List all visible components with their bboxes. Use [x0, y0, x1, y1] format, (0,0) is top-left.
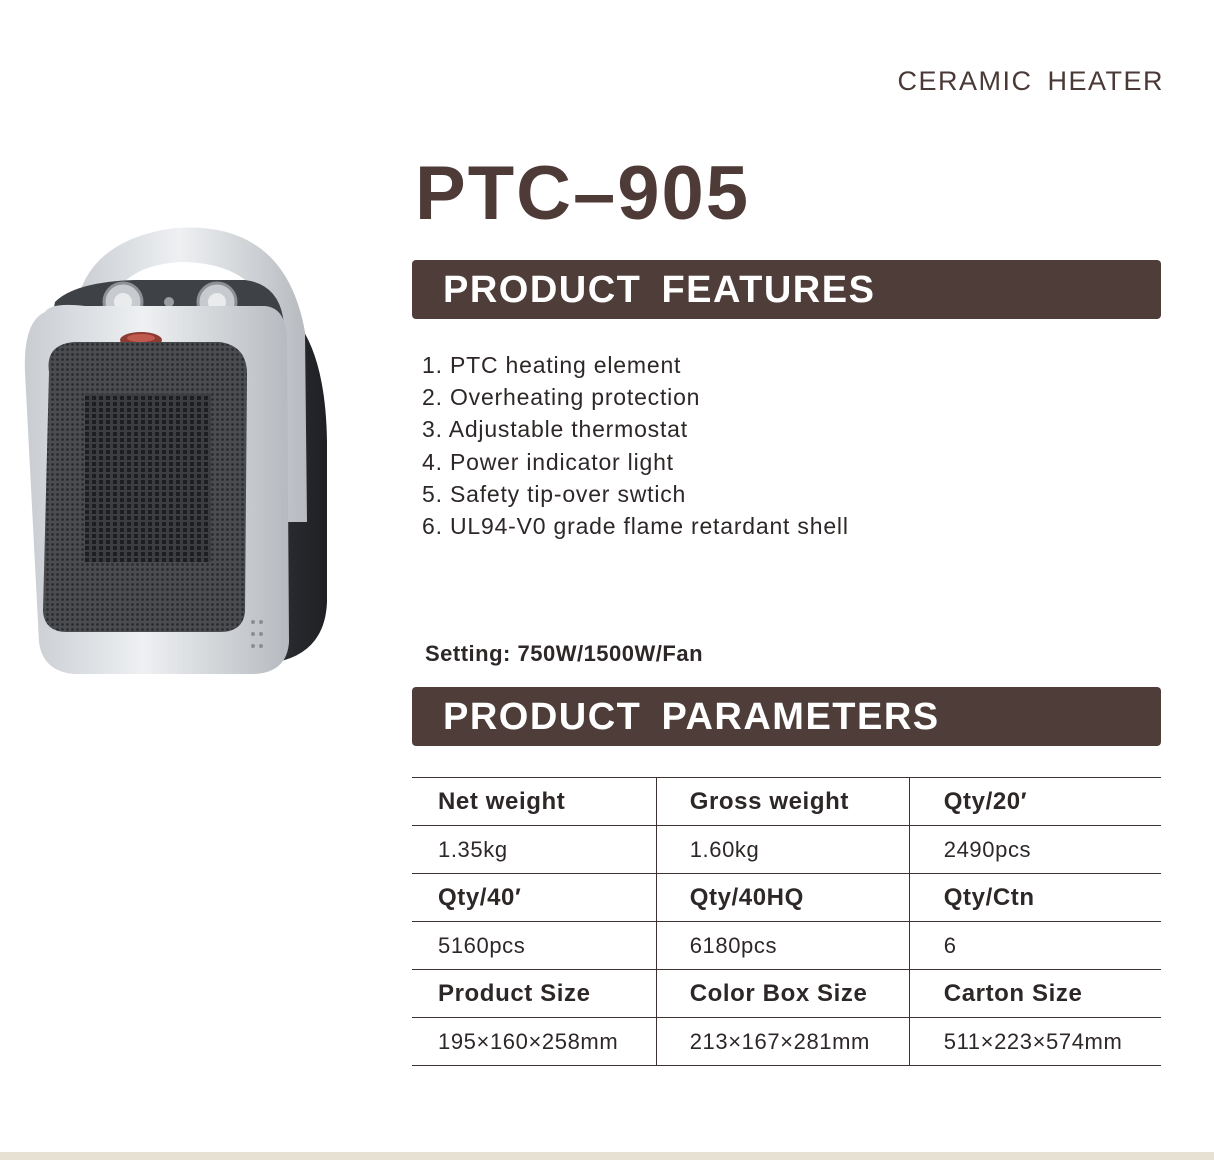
- table-cell: 1.35kg: [412, 826, 656, 874]
- table-header-cell: Qty/20′: [909, 778, 1161, 826]
- parameters-table: [412, 777, 1161, 1066]
- table-header-cell: Product Size: [412, 970, 656, 1018]
- list-item: 6. UL94-V0 grade flame retardant shell: [422, 512, 849, 539]
- table-row: [412, 778, 1161, 826]
- product-category: CERAMIC HEATER: [897, 66, 1164, 96]
- table-cell: 1.60kg: [656, 826, 909, 874]
- list-item: 3. Adjustable thermostat: [422, 416, 688, 443]
- table-header-cell: Qty/Ctn: [909, 874, 1161, 922]
- table-header-cell: Qty/40HQ: [656, 874, 909, 922]
- table-cell: 5160pcs: [412, 922, 656, 970]
- table-cell: 6: [909, 922, 1161, 970]
- table-cell: 2490pcs: [909, 826, 1161, 874]
- table-header-cell: Qty/40′: [412, 874, 656, 922]
- table-row: [412, 1018, 1161, 1066]
- table-header-cell: Carton Size: [909, 970, 1161, 1018]
- product-features-heading: PRODUCT FEATURES: [443, 269, 876, 311]
- table-cell: 511×223×574mm: [909, 1018, 1161, 1066]
- table-cell: 213×167×281mm: [656, 1018, 909, 1066]
- model-number: PTC–905: [415, 151, 751, 236]
- product-parameters-heading: PRODUCT PARAMETERS: [443, 696, 940, 738]
- list-item: 1. PTC heating element: [422, 352, 682, 378]
- list-item: 2. Overheating protection: [422, 384, 701, 411]
- table-header-cell: Net weight: [412, 778, 656, 826]
- product-features-heading-bar: [412, 260, 1161, 319]
- product-parameters-heading-bar: [412, 687, 1161, 746]
- table-header-cell: Color Box Size: [656, 970, 909, 1018]
- table-row: [412, 826, 1161, 874]
- list-item: 4. Power indicator light: [422, 448, 674, 475]
- power-setting: Setting: 750W/1500W/Fan: [425, 641, 704, 666]
- ceramic-heater-image: [15, 222, 333, 682]
- table-cell: 6180pcs: [656, 922, 909, 970]
- table-header-cell: Gross weight: [656, 778, 909, 826]
- table-row: [412, 970, 1161, 1018]
- table-row: [412, 874, 1161, 922]
- table-cell: 195×160×258mm: [412, 1018, 656, 1066]
- list-item: 5. Safety tip-over swtich: [422, 480, 687, 507]
- features-list: [422, 349, 849, 542]
- table-row: [412, 922, 1161, 970]
- footer-strip: [0, 1152, 1214, 1160]
